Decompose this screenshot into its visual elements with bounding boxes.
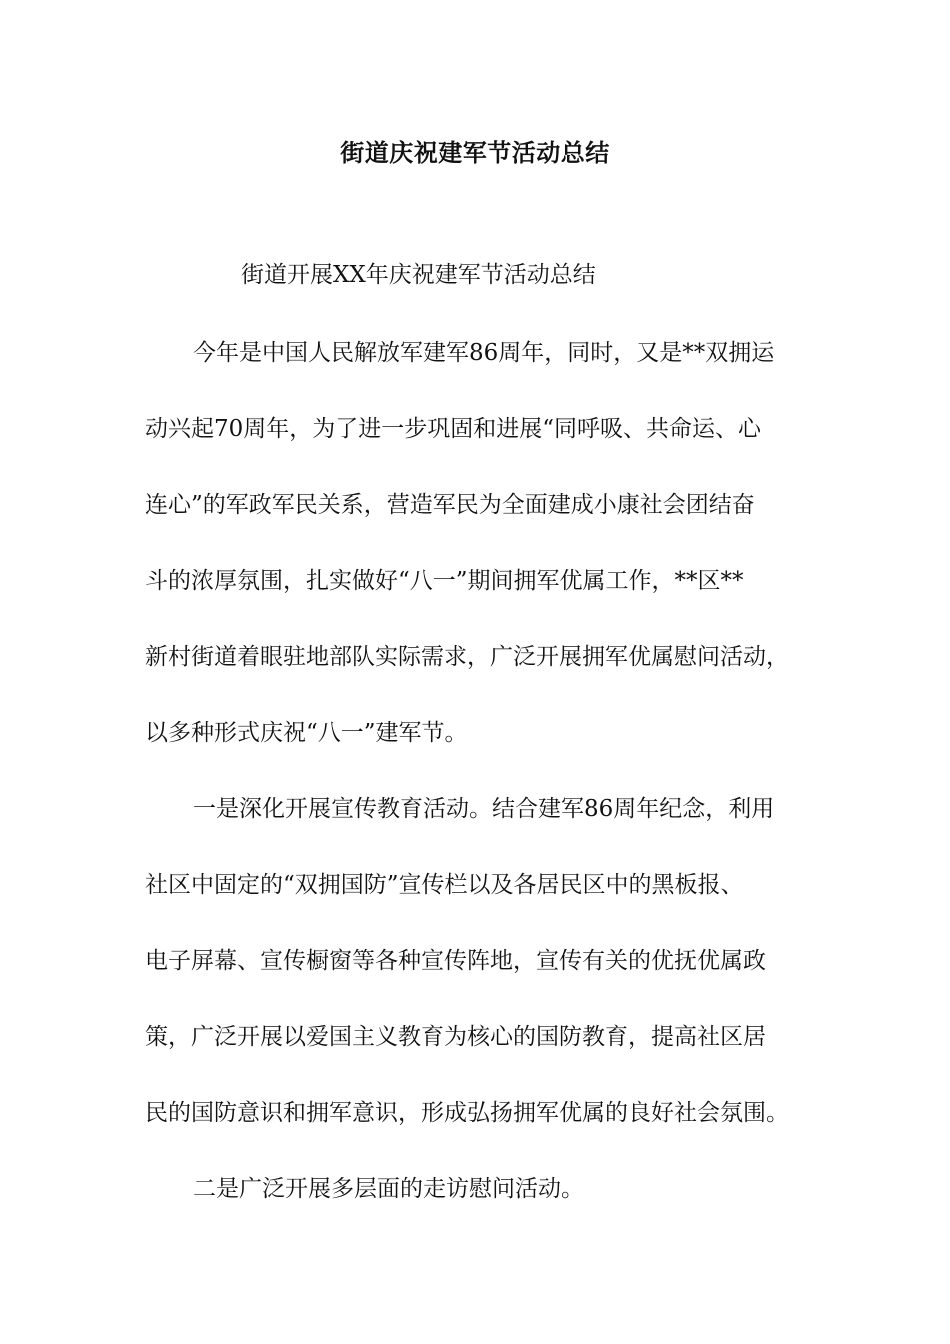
paragraph-line: 连心”的军政军民关系，营造军民为全面建成小康社会团结奋 [145,492,755,518]
paragraph-line: 二是广泛开展多层面的走访慰问活动。 [193,1176,584,1202]
paragraph-line: 今年是中国人民解放军建军86周年，同时，又是**双拥运 [193,340,775,366]
document-subtitle: 街道开展XX年庆祝建军节活动总结 [241,262,596,288]
paragraph-line: 社区中固定的“双拥国防”宣传栏以及各居民区中的黑板报、 [145,872,744,898]
paragraph-line: 动兴起70周年，为了进一步巩固和进展“同呼吸、共命运、心 [145,416,762,442]
paragraph-line: 新村街道着眼驻地部队实际需求，广泛开展拥军优属慰问活动， [145,644,789,670]
paragraph-line: 一是深化开展宣传教育活动。结合建军86周年纪念，利用 [193,796,775,822]
paragraph-line: 斗的浓厚氛围，扎实做好“八一”期间拥军优属工作，**区** [145,568,744,594]
paragraph-line: 电子屏幕、宣传橱窗等各种宣传阵地，宣传有关的优抚优属政 [145,948,766,974]
paragraph-line: 民的国防意识和拥军意识，形成弘扬拥军优属的良好社会氛围。 [145,1100,789,1126]
paragraph-line: 策，广泛开展以爱国主义教育为核心的国防教育，提高社区居 [145,1024,766,1050]
paragraph-line: 以多种形式庆祝“八一”建军节。 [145,720,468,746]
document-title: 街道庆祝建军节活动总结 [340,138,610,167]
